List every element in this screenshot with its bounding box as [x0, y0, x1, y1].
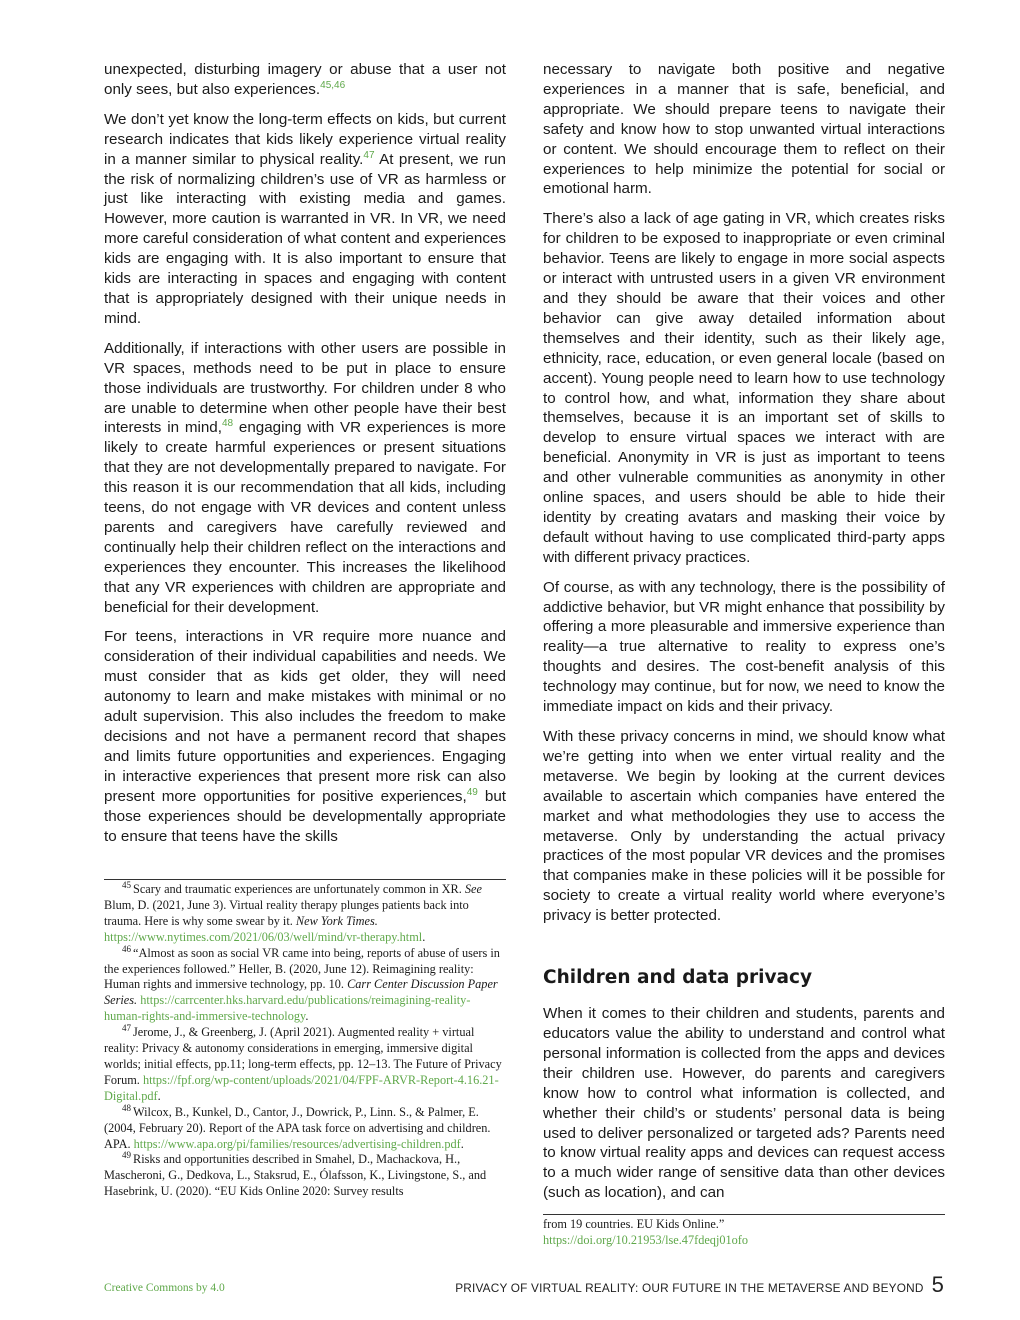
- footnote-text: See: [464, 882, 482, 896]
- paragraph-text: engaging with VR experiences is more likely to create harmful experiences or present situations that they are not developmentally prepared to navigate. For this reason it is our recommendation that all kids, including teens, do not engage with VR devices and content unless parents and caregivers have carefully reviewed and continually help their children reflect on the interactions and experiences they encounter. This increases the likelihood that any VR experiences with children are appropriate and beneficial for their development.: [104, 419, 506, 616]
- paragraph: There’s also a lack of age gating in VR, which creates risks for children to be exposed to inappropriate or even criminal behavior. Teens are likely to engage in more social aspects or interact with untrusted users in a given VR environment and they should be aware that their voices and other behavior can give away detailed information about themselves and their identity, such as their likely age, ethnicity, race, education, or even general locale (based on accent). Young people need to learn how to use technology to control how, and what, information they share about themselves, because it is an important set of skills to develop to ensure virtual spaces we interact with are beneficial. Anonymity in VR is just as important to teens and other vulnerable communities as anonymity in other online spaces, and users should be able to hide their identity by creating avatars and masking their voice by default without having to use complicated third-party apps with different privacy practices.: [543, 210, 945, 566]
- paragraph-text: unexpected, disturbing imagery or abuse that a user not only sees, but also experiences.: [104, 61, 506, 98]
- footnote-number: 47: [122, 1023, 131, 1034]
- footnote-link[interactable]: https://doi.org/10.21953/lse.47fdeqj01ofo: [543, 1232, 749, 1247]
- section-heading: Children and data privacy: [543, 967, 813, 989]
- footnote-text: Blum, D. (2021, June 3). Virtual reality therapy plunges patients back into trauma. Here is why some swear by it.: [104, 897, 469, 928]
- footnote-text: from 19 countries. EU Kids Online.”: [543, 1217, 725, 1231]
- paragraph: necessary to navigate both positive and negative experiences in a manner that is safe, beneficial, and appropriate. We should prepare teens to navigate their safety and know how to stop unwanted virtual interactions or content. We should encourage them to reflect on their experiences to help minimize the potential for social or emotional harm.: [543, 61, 945, 198]
- footnote-text: Jerome, J., & Greenberg, J. (April 2021). Augmented reality + virtual reality: Privacy & autonomy considerations in emerging, immersive digital worlds; initial effects, pp.11; long-term effects, pp. 12–13. The Future of Privacy Forum.: [104, 1025, 502, 1087]
- paragraph: Of course, as with any technology, there is the possibility of addictive behavior, but VR might enhance that possibility by offering a more pleasurable and immersive experience than reality—a true alternative to reality to express one’s thoughts and desires. The cost-benefit analysis of this technology may continue, but for now, we need to know the immediate impact on kids and their privacy.: [543, 578, 945, 716]
- footnote-ref[interactable]: 48: [221, 418, 234, 430]
- paragraph: With these privacy concerns in mind, we should know what we’re getting into when we enter virtual reality and the metaverse. We begin by looking at the current devices available to ascertain which companies have entered the market and what methodologies they use to access the metaverse. Only by understanding the actual privacy practices of the most popular VR devices and the promises that companies make in these policies will it be possible for society to create a virtual reality world where everyone’s privacy is better protected.: [543, 728, 945, 925]
- footnote-text: “Almost as soon as social VR came into being, reports of abuse of users in the experiences followed.” Heller, B. (2020, June 12). Reimagining reality: Human rights and immersive technology, pp. 10.: [104, 945, 500, 992]
- page-number: 5: [931, 1272, 944, 1297]
- paragraph: [104, 339, 506, 618]
- running-footer: [455, 1272, 944, 1298]
- license-link[interactable]: Creative Commons by 4.0: [104, 1282, 225, 1294]
- footnote-46: $^{46}$ “Almost as soon as social VR came into being, reports of abuse of users in the experiences followed.” Heller, B. (2020, June 12). Reimagining reality: Human rights and immersive technology, pp. 10. Carr Center Discussion Paper Series. https://carrcenter.hks.harvard.edu/publications/reimagining-reality-human-rights-and-immersive-technology.: [104, 943, 500, 1024]
- footnote-ref[interactable]: 45,46: [320, 79, 346, 91]
- footnote-number: 46: [122, 943, 131, 954]
- paragraph-text: Additionally, if interactions with other users are possible in VR spaces, methods need to be put in place to ensure those individuals are trustworthy. For children under 8 who are unable to determine when other people have their best interests in mind,: [104, 339, 506, 437]
- footnotes-left: [104, 879, 506, 1200]
- paragraph: [104, 110, 506, 329]
- footnote-link[interactable]: https://www.apa.org/pi/families/resources/advertising-children.pdf: [133, 1136, 461, 1151]
- footnote-publication: Carr Center Discussion Paper Series.: [104, 977, 498, 1008]
- footnote-text: Wilcox, B., Kunkel, D., Cantor, J., Dowrick, P., Linn. S., & Palmer, E. (2004, February 20). Report of the APA task force on advertising and children. APA.: [104, 1104, 491, 1151]
- footnote-number: 45: [122, 879, 131, 890]
- paragraph-text: At present, we run the risk of normalizing children’s use of VR as harmless or just like interacting with existing media and games. However, more caution is warranted in VR. In VR, we need more careful consideration of what content and experiences kids are engaging with. It is also important to ensure that kids are interacting in spaces and engaging with content that is appropriately designed with their unique needs in mind.: [104, 150, 507, 327]
- left-column: [104, 60, 506, 846]
- footnote-publication: New York Times.: [295, 913, 378, 928]
- footnote-48: $^{48}$ Wilcox, B., Kunkel, D., Cantor, J., Dowrick, P., Linn. S., & Palmer, E. (2004, February 20). Report of the APA task force on advertising and children. APA. https://www.apa.org/pi/families/resources/advertising-children.pdf.: [104, 1102, 491, 1151]
- footnote-text: Risks and opportunities described in Smahel, D., Machackova, H., Mascheroni, G., Dedkova, L., Staksrud, E., Ólafsson, K., Livingstone, S., and Hasebrink, U. (2020). “EU Kids Online 2020: Survey results: [104, 1152, 487, 1199]
- footnote-link[interactable]: https://carrcenter.hks.harvard.edu/publications/reimagining-reality-human-rights-and-immersive-technology: [104, 993, 471, 1024]
- paragraph-text: We don’t yet know the long-term effects on kids, but current research indicates that kids likely experience virtual reality in a manner similar to physical reality.: [104, 110, 506, 168]
- paragraph-text: For teens, interactions in VR require more nuance and consideration of their individual capabilities and needs. We must consider that as kids get older, they will need autonomy to learn and make mistakes with minimal or no adult supervision. This also includes the freedom to make decisions and not have a permanent record that shapes and limits future opportunities and experiences. Engaging in interactive experiences that present more risk can also present more opportunities for positive experiences,: [104, 628, 506, 805]
- paragraph: [104, 627, 506, 846]
- footnote-text: Scary and traumatic experiences are unfortunately common in XR.: [133, 882, 465, 896]
- paragraph: When it comes to their children and students, parents and educators value the ability to understand and control what personal information is collected from the apps and devices their children use. However, do parents and caregivers know how to control what information is collected, and whether their child’s or students’ personal data is being used to deliver personalized or targeted ads? Parents need to know virtual reality apps and devices can request access to a much wider range of sensitive data than other devices (such as location), and can: [543, 1005, 945, 1202]
- running-title: PRIVACY OF VIRTUAL REALITY: OUR FUTURE IN THE METAVERSE AND BEYOND: [455, 1281, 924, 1295]
- footnote-49: [104, 1152, 506, 1200]
- paragraph-text: but those experiences should be developmentally appropriate to ensure that teens have the skills: [104, 787, 506, 845]
- footnote-ref[interactable]: 47: [363, 149, 375, 161]
- footnote-number: 49: [122, 1150, 131, 1161]
- footnote-47: $^{47}$ Jerome, J., & Greenberg, J. (April 2021). Augmented reality + virtual reality: Privacy & autonomy considerations in emerging, immersive digital worlds; initial effects, pp.11; long-term effects, pp. 12–13. The Future of Privacy Forum. https://fpf.org/wp-content/uploads/2021/04/FPF-ARVR-Report-4.16.21-Digital.pdf.: [104, 1023, 502, 1103]
- footnote-link[interactable]: https://www.nytimes.com/2021/06/03/well/mind/vr-therapy.html: [104, 929, 423, 944]
- footnote-link[interactable]: https://fpf.org/wp-content/uploads/2021/04/FPF-ARVR-Report-4.16.21-Digital.pdf: [104, 1072, 499, 1103]
- footnote-continuation: [543, 1217, 945, 1249]
- right-column: [543, 60, 945, 1203]
- footnote-ref[interactable]: 49: [466, 786, 478, 798]
- footnote-45: $^{45}$ Scary and traumatic experiences are unfortunately common in XR. See Blum, D. (2021, June 3). Virtual reality therapy plunges patients back into trauma. Here is why some swear by it. New York Times. https://www.nytimes.com/2021/06/03/well/mind/vr-therapy.html.: [104, 879, 482, 944]
- footnote-number: 48: [122, 1102, 131, 1113]
- paragraph: [104, 60, 506, 100]
- footnotes-right: [543, 1214, 945, 1249]
